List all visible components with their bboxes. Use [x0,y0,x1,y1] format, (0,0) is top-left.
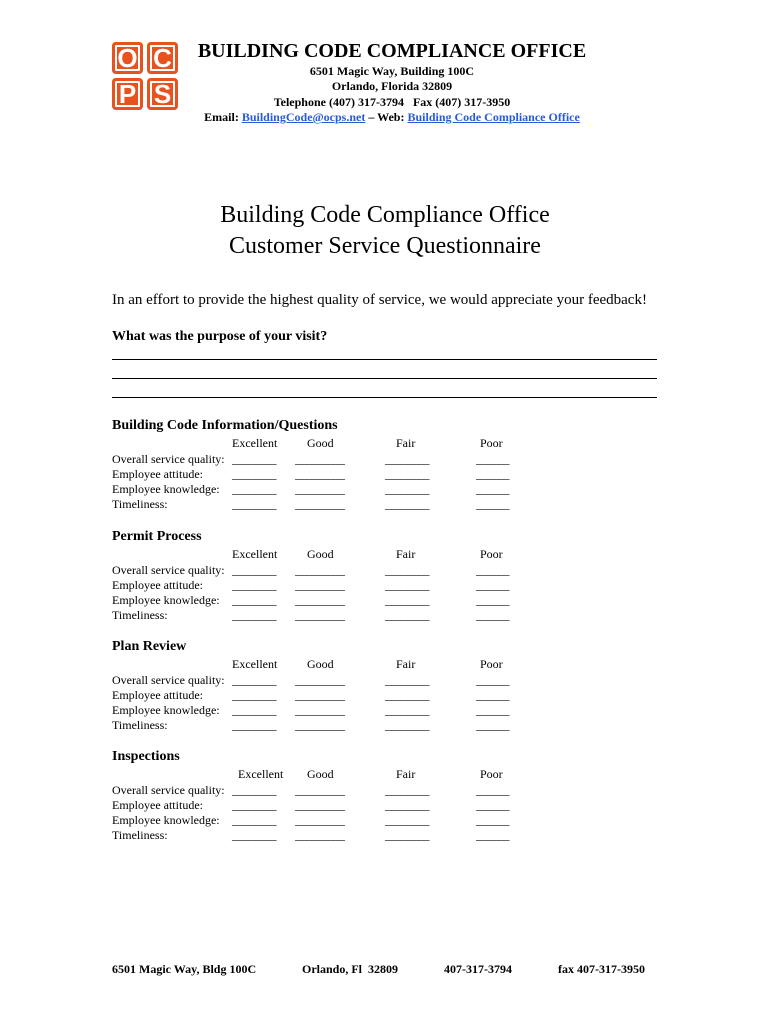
email-link[interactable]: BuildingCode@ocps.net [241,110,366,124]
rating-blank-excellent[interactable]: ________ [232,688,276,702]
rating-blank-fair[interactable]: ________ [385,482,429,496]
rating-blank-good[interactable]: _________ [295,688,345,702]
row-label: Employee knowledge: [112,482,220,496]
ocps-logo [112,42,178,110]
footer-fax: fax 407-317-3950 [558,962,645,976]
rating-blank-fair[interactable]: ________ [385,798,429,812]
logo-tile-o: O [112,42,143,74]
rating-blank-excellent[interactable]: ________ [232,593,276,607]
document-title-line1: Building Code Compliance Office [220,202,550,228]
rating-blank-good[interactable]: _________ [295,828,345,842]
rating-header-fair: Fair [396,547,416,561]
row-label: Employee attitude: [112,798,203,812]
rating-blank-fair[interactable]: ________ [385,703,429,717]
rating-blank-poor[interactable]: ______ [476,578,509,592]
rating-blank-good[interactable]: _________ [295,798,345,812]
rating-blank-poor[interactable]: ______ [476,467,509,481]
document-title-line2: Customer Service Questionnaire [229,233,541,259]
purpose-answer-line[interactable] [112,378,657,379]
email-label: Email: [204,110,239,124]
rating-blank-good[interactable]: _________ [295,673,345,687]
rating-blank-poor[interactable]: ______ [476,688,509,702]
rating-blank-good[interactable]: _________ [295,813,345,827]
rating-header-excellent: Excellent [232,436,278,450]
rating-blank-excellent[interactable]: ________ [232,673,276,687]
rating-blank-good[interactable]: _________ [295,578,345,592]
letterhead-city: Orlando, Florida 32809 [331,79,453,93]
rating-blank-poor[interactable]: ______ [476,703,509,717]
row-label: Employee attitude: [112,688,203,702]
rating-blank-excellent[interactable]: ________ [232,467,276,481]
row-label: Timeliness: [112,608,168,622]
rating-blank-poor[interactable]: ______ [476,783,509,797]
rating-blank-excellent[interactable]: ________ [232,608,276,622]
row-label: Overall service quality: [112,452,225,466]
logo-tile-s: S [147,78,178,110]
rating-blank-excellent[interactable]: ________ [232,783,276,797]
rating-header-excellent: Excellent [238,767,284,781]
rating-header-excellent: Excellent [232,657,278,671]
section-title: Inspections [112,749,180,764]
rating-blank-good[interactable]: _________ [295,452,345,466]
rating-blank-good[interactable]: _________ [295,482,345,496]
rating-header-good: Good [307,547,334,561]
rating-header-good: Good [307,767,334,781]
rating-blank-good[interactable]: _________ [295,563,345,577]
web-label: – Web: [368,110,405,124]
rating-blank-good[interactable]: _________ [295,467,345,481]
rating-blank-poor[interactable]: ______ [476,718,509,732]
rating-blank-good[interactable]: _________ [295,497,345,511]
row-label: Employee knowledge: [112,813,220,827]
row-label: Timeliness: [112,828,168,842]
rating-blank-good[interactable]: _________ [295,718,345,732]
rating-blank-fair[interactable]: ________ [385,467,429,481]
rating-header-excellent: Excellent [232,547,278,561]
rating-header-fair: Fair [396,657,416,671]
purpose-question: What was the purpose of your visit? [112,329,328,344]
rating-header-poor: Poor [480,657,503,671]
rating-blank-poor[interactable]: ______ [476,673,509,687]
rating-blank-fair[interactable]: ________ [385,593,429,607]
rating-blank-good[interactable]: _________ [295,608,345,622]
section-title: Building Code Information/Questions [112,418,338,433]
rating-header-fair: Fair [396,436,416,450]
row-label: Timeliness: [112,718,168,732]
rating-blank-fair[interactable]: ________ [385,673,429,687]
logo-tile-p: P [112,78,143,110]
letterhead-title: BUILDING CODE COMPLIANCE OFFICE [197,40,587,62]
rating-blank-fair[interactable]: ________ [385,813,429,827]
section-title: Permit Process [112,529,202,544]
rating-blank-fair[interactable]: ________ [385,688,429,702]
letterhead-contact [186,110,598,125]
letterhead-address: 6501 Magic Way, Building 100C [309,64,475,78]
logo-tile-c: C [147,42,178,74]
rating-blank-poor[interactable]: ______ [476,482,509,496]
row-label: Overall service quality: [112,783,225,797]
rating-blank-fair[interactable]: ________ [385,452,429,466]
rating-header-good: Good [307,436,334,450]
rating-blank-poor[interactable]: ______ [476,798,509,812]
rating-blank-poor[interactable]: ______ [476,593,509,607]
row-label: Employee attitude: [112,467,203,481]
rating-header-poor: Poor [480,547,503,561]
rating-header-poor: Poor [480,767,503,781]
rating-blank-good[interactable]: _________ [295,783,345,797]
rating-blank-excellent[interactable]: ________ [232,718,276,732]
footer-address: 6501 Magic Way, Bldg 100C [112,962,257,976]
rating-blank-good[interactable]: _________ [295,593,345,607]
row-label: Employee attitude: [112,578,203,592]
rating-header-fair: Fair [396,767,416,781]
web-link[interactable]: Building Code Compliance Office [407,110,580,124]
footer-phone: 407-317-3794 [444,962,512,976]
rating-blank-poor[interactable]: ______ [476,828,509,842]
rating-blank-good[interactable]: _________ [295,703,345,717]
rating-blank-excellent[interactable]: ________ [232,578,276,592]
rating-header-poor: Poor [480,436,503,450]
footer-city: Orlando, Fl 32809 [302,962,399,976]
rating-blank-fair[interactable]: ________ [385,608,429,622]
rating-blank-excellent[interactable]: ________ [232,497,276,511]
rating-header-good: Good [307,657,334,671]
rating-blank-poor[interactable]: ______ [476,497,509,511]
rating-blank-excellent[interactable]: ________ [232,813,276,827]
purpose-answer-line[interactable] [112,359,657,360]
row-label: Employee knowledge: [112,703,220,717]
rating-blank-fair[interactable]: ________ [385,828,429,842]
rating-blank-poor[interactable]: ______ [476,813,509,827]
rating-blank-excellent[interactable]: ________ [232,452,276,466]
rating-blank-fair[interactable]: ________ [385,578,429,592]
rating-blank-fair[interactable]: ________ [385,718,429,732]
rating-blank-excellent[interactable]: ________ [232,828,276,842]
rating-blank-excellent[interactable]: ________ [232,703,276,717]
letterhead-phone: Telephone (407) 317-3794 Fax (407) 317-3950 [273,95,511,109]
row-label: Overall service quality: [112,563,225,577]
row-label: Employee knowledge: [112,593,220,607]
section-title: Plan Review [112,639,187,654]
row-label: Overall service quality: [112,673,225,687]
purpose-answer-line[interactable] [112,397,657,398]
rating-blank-excellent[interactable]: ________ [232,798,276,812]
row-label: Timeliness: [112,497,168,511]
rating-blank-fair[interactable]: ________ [385,497,429,511]
rating-blank-excellent[interactable]: ________ [232,563,276,577]
intro-text: In an effort to provide the highest quality of service, we would appreciate your feedback! [112,292,647,308]
rating-blank-fair[interactable]: ________ [385,783,429,797]
rating-blank-poor[interactable]: ______ [476,563,509,577]
rating-blank-poor[interactable]: ______ [476,608,509,622]
rating-blank-fair[interactable]: ________ [385,563,429,577]
rating-blank-excellent[interactable]: ________ [232,482,276,496]
rating-blank-poor[interactable]: ______ [476,452,509,466]
